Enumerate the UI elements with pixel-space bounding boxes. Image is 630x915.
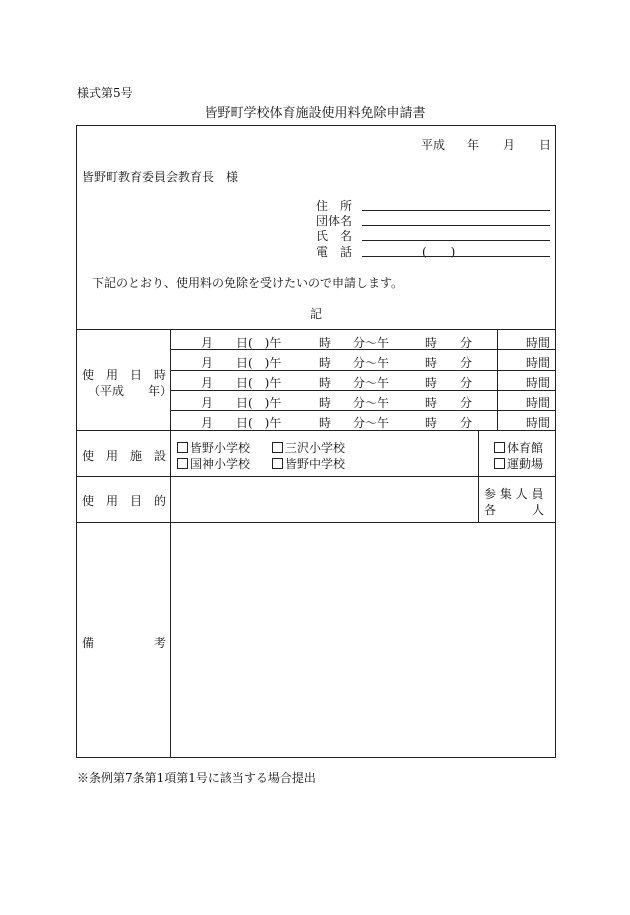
time-day: 日( )午 xyxy=(236,356,282,370)
checkbox-icon[interactable] xyxy=(494,442,505,453)
time-hour-start: 時 xyxy=(319,396,332,410)
time-min-start: 分〜午 xyxy=(353,336,390,350)
date-day: 日 xyxy=(539,138,552,152)
facility-option[interactable] xyxy=(177,455,250,472)
ki-label: 記 xyxy=(310,307,323,321)
facility-option[interactable] xyxy=(177,439,250,456)
hours-column-divider xyxy=(497,329,498,430)
checkbox-icon[interactable] xyxy=(494,458,505,469)
section-divider xyxy=(76,430,556,431)
purpose-label: 使 用 目 的 xyxy=(82,494,167,508)
time-hours: 時間 xyxy=(526,376,551,390)
time-day: 日( )午 xyxy=(236,416,282,430)
time-hour-start: 時 xyxy=(319,336,332,350)
usage-datetime-era: （平成 年） xyxy=(88,384,173,398)
section-divider xyxy=(76,522,556,523)
footnote: ※条例第7条第1項第1号に該当する場合提出 xyxy=(77,771,316,785)
time-min-end: 分 xyxy=(460,336,473,350)
facility-option[interactable] xyxy=(272,439,345,456)
table-top-rule xyxy=(76,329,556,330)
date-month: 月 xyxy=(503,138,516,152)
time-hour-end: 時 xyxy=(425,416,438,430)
facility-option-label: 運動場 xyxy=(507,457,544,471)
phone-label: 電 話 xyxy=(316,245,353,259)
statement: 下記のとおり、使用料の免除を受けたいので申請します。 xyxy=(92,276,404,290)
participants-label: 参 集 人 員 xyxy=(484,487,544,501)
time-hour-end: 時 xyxy=(425,376,438,390)
form-number: 様式第5号 xyxy=(77,86,133,100)
time-month: 月 xyxy=(201,356,214,370)
checkbox-icon[interactable] xyxy=(177,458,188,469)
date-era: 平成 xyxy=(421,138,446,152)
time-min-end: 分 xyxy=(460,416,473,430)
purpose-field[interactable] xyxy=(172,478,477,521)
date-year: 年 xyxy=(467,138,480,152)
time-month: 月 xyxy=(201,396,214,410)
time-day: 日( )午 xyxy=(236,396,282,410)
facility-option[interactable] xyxy=(494,439,543,456)
document-title: 皆野町学校体育施設使用料免除申請書 xyxy=(204,106,426,121)
time-day: 日( )午 xyxy=(236,376,282,390)
time-hour-start: 時 xyxy=(319,416,332,430)
facility-option-label: 三沢小学校 xyxy=(285,441,346,455)
remarks-field[interactable] xyxy=(172,524,554,756)
addressee: 皆野町教育委員会教育長 様 xyxy=(82,170,239,184)
time-hours: 時間 xyxy=(526,416,551,430)
time-min-start: 分〜午 xyxy=(353,396,390,410)
time-min-start: 分〜午 xyxy=(353,376,390,390)
group-name-field[interactable] xyxy=(362,225,550,226)
facility-option[interactable] xyxy=(494,455,543,472)
time-min-start: 分〜午 xyxy=(353,416,390,430)
time-min-end: 分 xyxy=(460,396,473,410)
time-month: 月 xyxy=(201,376,214,390)
time-hour-end: 時 xyxy=(425,396,438,410)
name-field[interactable] xyxy=(362,240,550,241)
time-hours: 時間 xyxy=(526,356,551,370)
remarks-label: 備 考 xyxy=(82,636,167,650)
name-label: 氏 名 xyxy=(316,229,353,243)
time-hours: 時間 xyxy=(526,396,551,410)
facility-option[interactable] xyxy=(272,455,345,472)
section-divider xyxy=(76,476,556,477)
group-name-label: 団体名 xyxy=(316,214,353,228)
participants-unit: 各 人 xyxy=(484,503,545,517)
facility-option-label: 皆野小学校 xyxy=(190,441,251,455)
time-month: 月 xyxy=(201,416,214,430)
address-label: 住 所 xyxy=(316,199,353,213)
usage-datetime-label: 使 用 日 時 xyxy=(82,368,167,382)
facility-option-label: 皆野中学校 xyxy=(285,457,346,471)
address-field[interactable] xyxy=(362,210,550,211)
checkbox-icon[interactable] xyxy=(177,442,188,453)
time-hour-end: 時 xyxy=(425,356,438,370)
time-hour-end: 時 xyxy=(425,336,438,350)
checkbox-icon[interactable] xyxy=(272,458,283,469)
time-min-end: 分 xyxy=(460,356,473,370)
facility-option-label: 体育館 xyxy=(507,441,544,455)
facility-option-label: 国神小学校 xyxy=(190,457,251,471)
time-min-start: 分〜午 xyxy=(353,356,390,370)
time-hours: 時間 xyxy=(526,336,551,350)
time-hour-start: 時 xyxy=(319,356,332,370)
time-hour-start: 時 xyxy=(319,376,332,390)
time-min-end: 分 xyxy=(460,376,473,390)
time-month: 月 xyxy=(201,336,214,350)
phone-field[interactable] xyxy=(362,256,550,257)
phone-area-code: ( ) xyxy=(422,245,456,259)
time-day: 日( )午 xyxy=(236,336,282,350)
checkbox-icon[interactable] xyxy=(272,442,283,453)
facility-label: 使 用 施 設 xyxy=(82,449,167,463)
